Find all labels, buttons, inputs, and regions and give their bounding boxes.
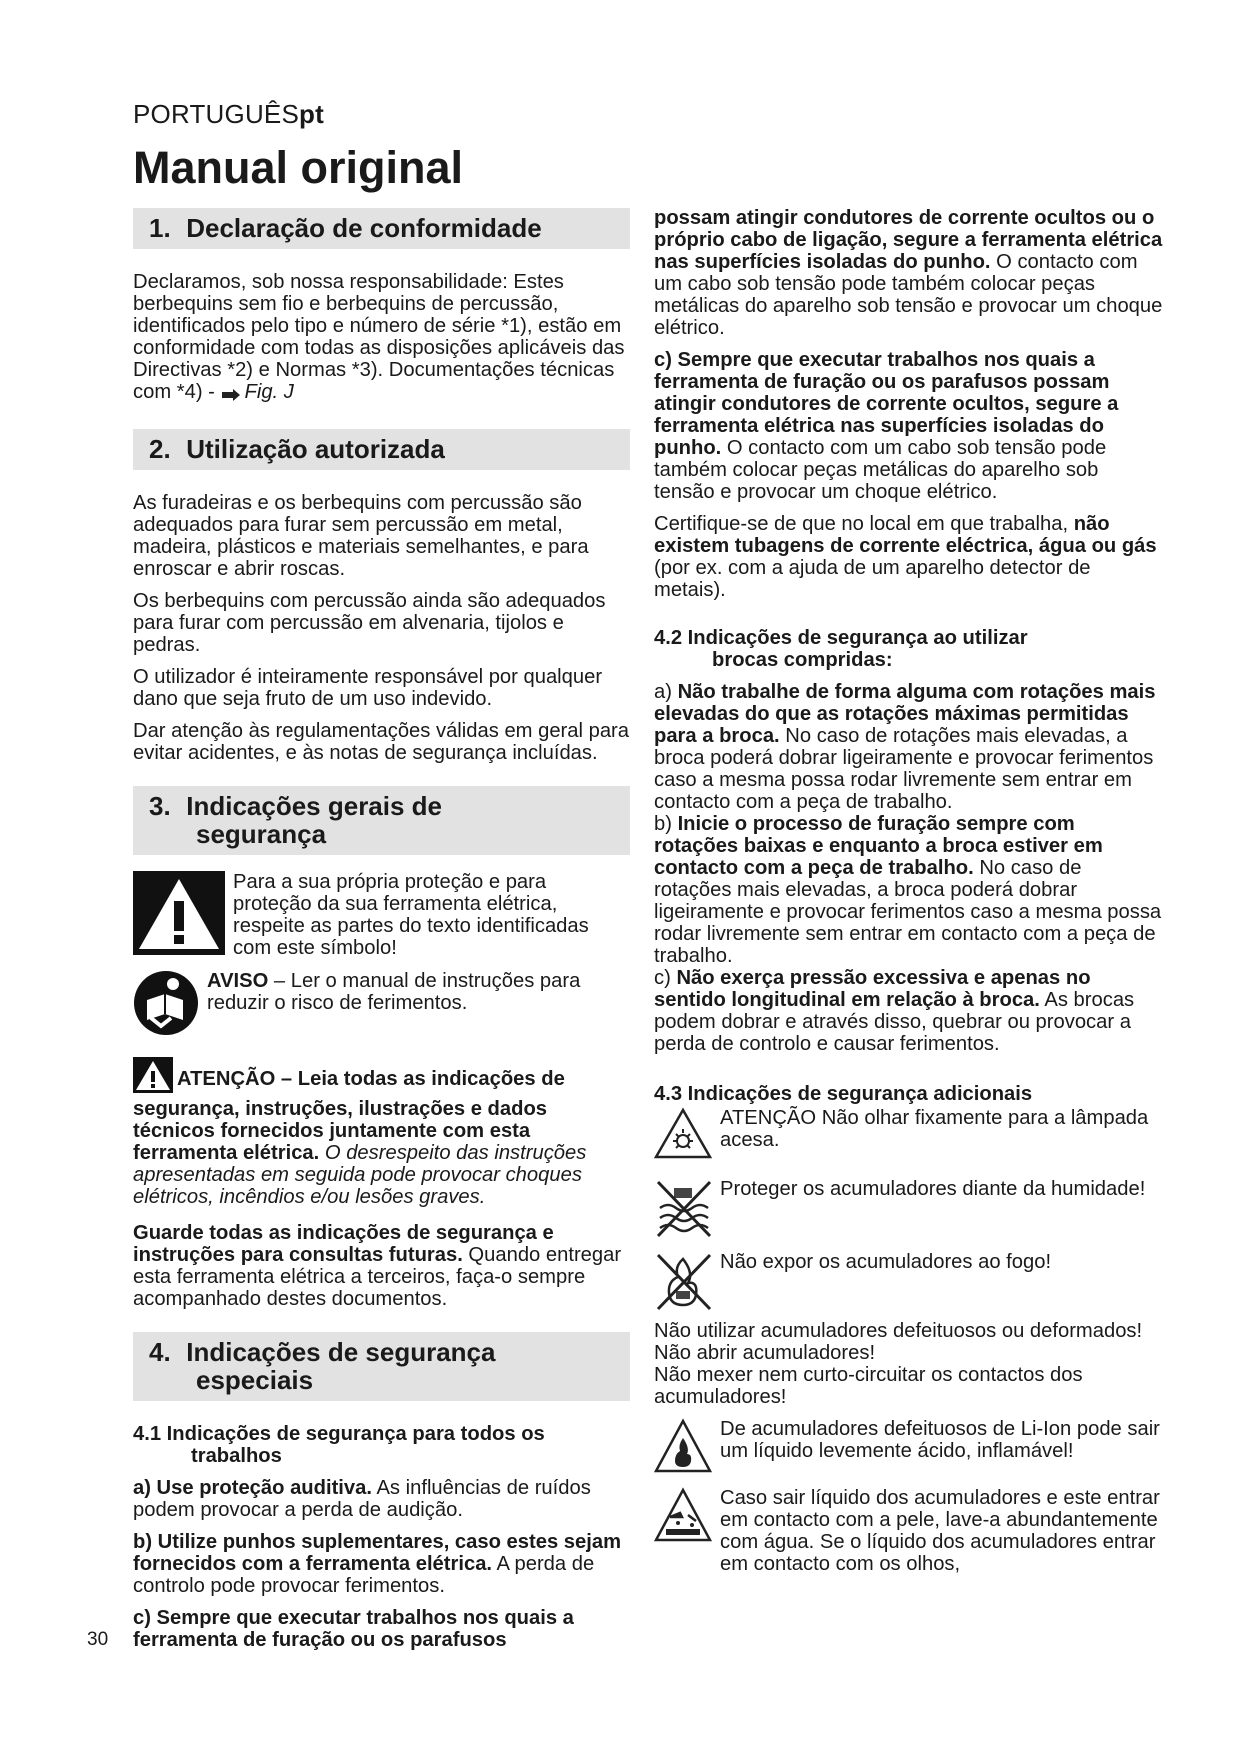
usage-paragraph-1: As furadeiras e os berbequins com percussão são adequados para furar sem percussão em metal, madeira, plásticos e materiais semelhantes, e para enroscar e abrir roscas. <box>133 492 589 580</box>
drill-item-a-text: No caso de rotações mais elevadas, a broca poderá dobrar ligeiramente e provocar ferimentos caso a mesma possa rodar livremente sem entrar em contacto com a peça de trabalho. <box>654 725 1154 813</box>
section-title-line-1: Indicações gerais de <box>186 791 443 821</box>
declaration-text: Declaramos, sob nossa responsabilidade: Estes berbequins sem fio e berbequins de percussão, identificados pelo tipo e número de série *1), estão em conformidade com todas as disposições aplicáveis das Directivas *2) e Normas *3). Documentações técnicas com *4) - <box>133 271 625 403</box>
subsection-title-line-1: 4.1 Indicações de segurança para todos os <box>133 1423 545 1445</box>
drill-item-a-bold: Não trabalhe de forma alguma com rotações mais elevadas do que as rotações máximas permitidas para a broca. <box>654 681 1156 747</box>
item-b-text: A perda de controlo pode provocar ferimentos. <box>133 1553 595 1597</box>
drill-item-b-bold: Inicie o processo de furação sempre com rotações baixas e enquanto a broca estiver em contacto com a peça de trabalho. <box>654 813 1103 879</box>
item-c2 <box>654 349 1164 503</box>
page-number: 30 <box>87 1629 109 1650</box>
no-water-icon <box>654 1178 712 1243</box>
drill-item-a <box>654 681 1164 813</box>
item-b-bold: b) Utilize punhos suplementares, caso estes sejam fornecidos com a ferramenta elétrica. <box>133 1531 622 1575</box>
language-label: PORTUGUÊS <box>133 99 300 129</box>
drill-item-c <box>654 967 1164 1055</box>
section-title: Declaração de conformidade <box>186 213 542 243</box>
usage-paragraph-2: Os berbequins com percussão ainda são adequados para furar com percussão em alvenaria, tijolos e pedras. <box>133 590 606 656</box>
lamp-warning-text: ATENÇÃO Não olhar fixamente para a lâmpada acesa. <box>720 1107 1149 1151</box>
section-title: Utilização autorizada <box>186 434 445 464</box>
section-1-heading <box>133 208 630 249</box>
item-c <box>133 1607 630 1651</box>
section-title-line-1: Indicações de segurança <box>186 1337 496 1367</box>
certify-text-2: (por ex. com a ajuda de um aparelho detector de metais). <box>654 557 1091 601</box>
acid-warning-text: Caso sair líquido dos acumuladores e este entrar em contacto com a pele, lave-a abundantemente com água. Se o líquido dos acumuladores entrar em contacto com os olhos, <box>720 1487 1160 1575</box>
item-a-text: As influências de ruídos podem provocar a perda de audição. <box>133 1477 591 1521</box>
acid-warning-row <box>654 1487 1164 1575</box>
page-title: Manual original <box>133 142 464 193</box>
left-column <box>133 208 630 1661</box>
flammable-icon <box>654 1418 712 1479</box>
subsection-title-line-2: trabalhos <box>191 1445 282 1467</box>
section-number: 3. <box>149 791 171 821</box>
section-4-heading <box>133 1332 630 1401</box>
figure-reference: Fig. J <box>244 381 294 403</box>
section-2-heading <box>133 429 630 470</box>
drill-item-c-bold: Não exerça pressão excessiva e apenas no sentido longitudinal em relação à broca. <box>654 967 1091 1011</box>
aviso-body: – Ler o manual de instruções para reduzir o risco de ferimentos. <box>207 970 581 1014</box>
defective-battery-text: Não utilizar acumuladores defeituosos ou deformados! <box>654 1320 1143 1342</box>
section-1-text <box>133 271 630 407</box>
section-3-heading <box>133 786 630 855</box>
flammable-warning-row <box>654 1418 1164 1479</box>
guarde-paragraph <box>133 1222 630 1310</box>
short-circuit-text: Não mexer nem curto-circuitar os contactos dos acumuladores! <box>654 1364 1083 1408</box>
flammable-warning-text: De acumuladores defeituosos de Li-Ion pode sair um líquido levemente ácido, inflamável! <box>720 1418 1160 1462</box>
fire-warning-row <box>654 1251 1164 1316</box>
corrosive-icon <box>654 1487 712 1548</box>
atencao-bold: ATENÇÃO – Leia todas as indicações de segurança, instruções, ilustrações e dados técnicos fornecidos juntamente com esta ferramenta elétrica. <box>133 1068 565 1164</box>
subsection-4-2 <box>654 627 1164 671</box>
language-code: pt <box>299 99 324 129</box>
subsection-title-line-1: 4.2 Indicações de segurança ao utilizar <box>654 627 1028 649</box>
language-header <box>133 99 324 130</box>
certify-paragraph <box>654 513 1164 601</box>
item-a-bold: a) Use proteção auditiva. <box>133 1477 372 1499</box>
humidity-warning-text: Proteger os acumuladores diante da humidade! <box>720 1178 1146 1200</box>
item-c-bold: c) Sempre que executar trabalhos nos quais a ferramenta de furação ou os parafusos <box>133 1607 574 1651</box>
usage-paragraph-4: Dar atenção às regulamentações válidas em geral para evitar acidentes, e às notas de segurança incluídas. <box>133 720 629 764</box>
warning-triangle-icon <box>133 871 225 960</box>
section-title-line-2: segurança <box>196 819 327 849</box>
section-number: 2. <box>149 434 171 464</box>
item-c2-bold: c) Sempre que executar trabalhos nos quais a ferramenta de furação ou os parafusos possam atingir condutores de corrente ocultos, segure a ferramenta elétrica nas superfícies isoladas do punho. <box>654 349 1119 459</box>
warning-small-icon <box>133 1057 173 1098</box>
item-a <box>133 1477 630 1521</box>
warning-symbol-text: Para a sua própria proteção e para proteção da sua ferramenta elétrica, respeite as partes do texto identificadas com este símbolo! <box>233 871 589 959</box>
subsection-title-line-2: brocas compridas: <box>712 649 893 671</box>
drill-item-b-prefix: b) <box>654 813 678 835</box>
atencao-italic: O desrespeito das instruções apresentadas em seguida pode provocar choques elétricos, incêndios e/ou lesões graves. <box>133 1142 587 1208</box>
guarde-bold: Guarde todas as indicações de segurança e instruções para consultas futuras. <box>133 1222 554 1266</box>
warning-symbol-row <box>133 871 630 960</box>
section-number: 4. <box>149 1337 171 1367</box>
certify-text-1: Certifique-se de que no local em que trabalha, <box>654 513 1074 535</box>
lamp-warning-row <box>654 1107 1164 1164</box>
aviso-label: AVISO <box>207 970 269 992</box>
humidity-warning-row <box>654 1178 1164 1243</box>
item-c-continued-text: O contacto com um cabo sob tensão pode também colocar peças metálicas do aparelho sob tensão e provocar um choque elétrico. <box>654 251 1163 339</box>
no-fire-icon <box>654 1251 712 1316</box>
item-c-continued <box>654 207 1164 339</box>
drill-item-c-prefix: c) <box>654 967 677 989</box>
aviso-text <box>207 970 630 1014</box>
subsection-4-1 <box>133 1423 630 1467</box>
right-column <box>654 207 1164 1585</box>
drill-item-c-text: As brocas podem dobrar e através disso, quebrar ou provocar a perda de controlo e causar ferimentos. <box>654 989 1135 1055</box>
subsection-4-3: 4.3 Indicações de segurança adicionais <box>654 1083 1033 1105</box>
item-b <box>133 1531 630 1597</box>
drill-item-a-prefix: a) <box>654 681 678 703</box>
read-manual-icon <box>133 970 199 1041</box>
open-battery-text: Não abrir acumuladores! <box>654 1342 876 1364</box>
usage-paragraph-3: O utilizador é inteiramente responsável por qualquer dano que seja fruto de um uso indevido. <box>133 666 603 710</box>
item-c2-text: O contacto com um cabo sob tensão pode também colocar peças metálicas do aparelho sob tensão e provocar um choque elétrico. <box>654 437 1107 503</box>
certify-bold: não existem tubagens de corrente eléctrica, água ou gás <box>654 513 1157 557</box>
item-c-continued-bold: possam atingir condutores de corrente ocultos ou o próprio cabo de ligação, segure a ferramenta elétrica nas superfícies isoladas do punho. <box>654 207 1163 273</box>
drill-item-b <box>654 813 1164 967</box>
fire-warning-text: Não expor os acumuladores ao fogo! <box>720 1251 1052 1273</box>
lamp-warning-icon <box>654 1107 712 1164</box>
guarde-text: Quando entregar esta ferramenta elétrica a terceiros, faça-o sempre acompanhado destes documentos. <box>133 1244 622 1310</box>
drill-item-b-text: No caso de rotações mais elevadas, a broca poderá dobrar ligeiramente e provocar ferimentos caso a mesma possa rodar livremente sem entrar em contacto com a peça de trabalho. <box>654 857 1162 967</box>
manual-symbol-row <box>133 970 630 1041</box>
section-title-line-2: especiais <box>196 1365 314 1395</box>
section-number: 1. <box>149 213 171 243</box>
book-arrow-icon <box>221 385 241 407</box>
atencao-paragraph <box>133 1057 630 1208</box>
